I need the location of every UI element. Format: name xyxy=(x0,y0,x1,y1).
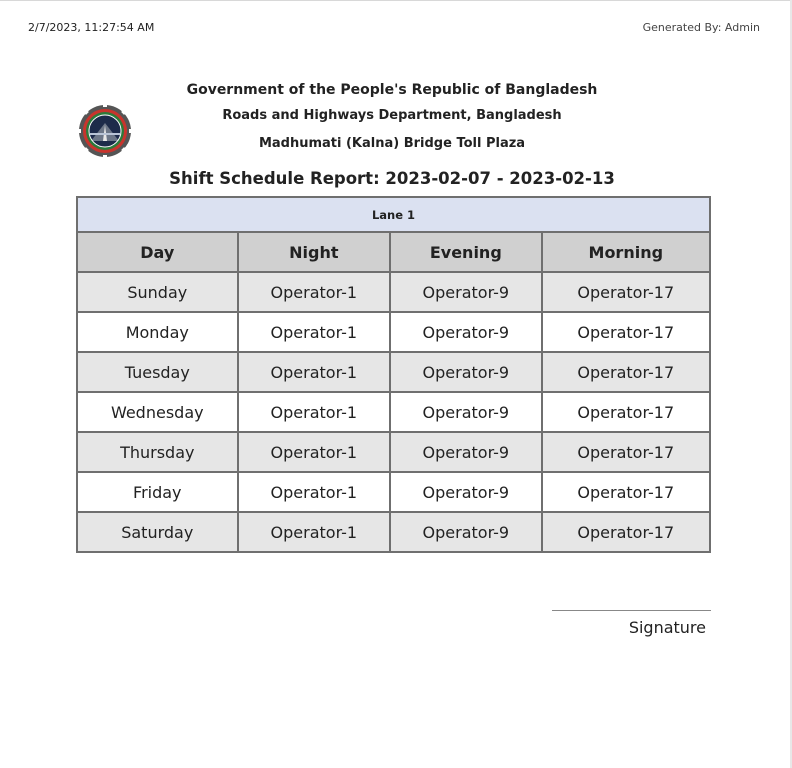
morning-cell: Operator-17 xyxy=(542,472,710,512)
evening-cell: Operator-9 xyxy=(390,392,542,432)
night-cell: Operator-1 xyxy=(238,432,391,472)
table-row xyxy=(77,432,710,472)
signature-line xyxy=(552,610,711,611)
morning-cell: Operator-17 xyxy=(542,272,710,312)
night-cell: Operator-1 xyxy=(238,512,391,552)
day-cell: Sunday xyxy=(77,272,238,312)
night-cell: Operator-1 xyxy=(238,392,391,432)
evening-cell: Operator-9 xyxy=(390,472,542,512)
government-heading: Government of the People's Republic of Bangladesh xyxy=(186,82,598,98)
morning-cell: Operator-17 xyxy=(542,352,710,392)
column-header-row xyxy=(77,232,710,272)
signature-label: Signature xyxy=(628,618,706,637)
print-datetime: 2/7/2023, 11:27:54 AM xyxy=(28,21,155,34)
day-cell: Saturday xyxy=(77,512,238,552)
evening-cell: Operator-9 xyxy=(390,512,542,552)
evening-cell: Operator-9 xyxy=(390,312,542,352)
table-row xyxy=(77,272,710,312)
day-cell: Monday xyxy=(77,312,238,352)
lane-row xyxy=(77,197,710,232)
table-row xyxy=(77,392,710,432)
night-cell: Operator-1 xyxy=(238,272,391,312)
column-header-night: Night xyxy=(238,232,391,272)
morning-cell: Operator-17 xyxy=(542,432,710,472)
day-cell: Wednesday xyxy=(77,392,238,432)
generated-by: Generated By: Admin xyxy=(642,21,760,34)
plaza-heading: Madhumati (Kalna) Bridge Toll Plaza xyxy=(258,136,526,151)
table-row xyxy=(77,472,710,512)
lane-label: Lane 1 xyxy=(77,197,710,232)
evening-cell: Operator-9 xyxy=(390,272,542,312)
column-header-day: Day xyxy=(77,232,238,272)
table-row xyxy=(77,512,710,552)
night-cell: Operator-1 xyxy=(238,352,391,392)
day-cell: Friday xyxy=(77,472,238,512)
evening-cell: Operator-9 xyxy=(390,352,542,392)
night-cell: Operator-1 xyxy=(238,472,391,512)
page-top-edge xyxy=(0,0,792,1)
column-header-evening: Evening xyxy=(390,232,542,272)
day-cell: Thursday xyxy=(77,432,238,472)
department-heading: Roads and Highways Department, Bangladesh xyxy=(222,108,562,123)
shift-schedule-table xyxy=(76,196,711,553)
table-row xyxy=(77,312,710,352)
morning-cell: Operator-17 xyxy=(542,392,710,432)
night-cell: Operator-1 xyxy=(238,312,391,352)
column-header-morning: Morning xyxy=(542,232,710,272)
day-cell: Tuesday xyxy=(77,352,238,392)
evening-cell: Operator-9 xyxy=(390,432,542,472)
morning-cell: Operator-17 xyxy=(542,312,710,352)
morning-cell: Operator-17 xyxy=(542,512,710,552)
table-row xyxy=(77,352,710,392)
report-title: Shift Schedule Report: 2023-02-07 - 2023-02-13 xyxy=(169,169,615,188)
